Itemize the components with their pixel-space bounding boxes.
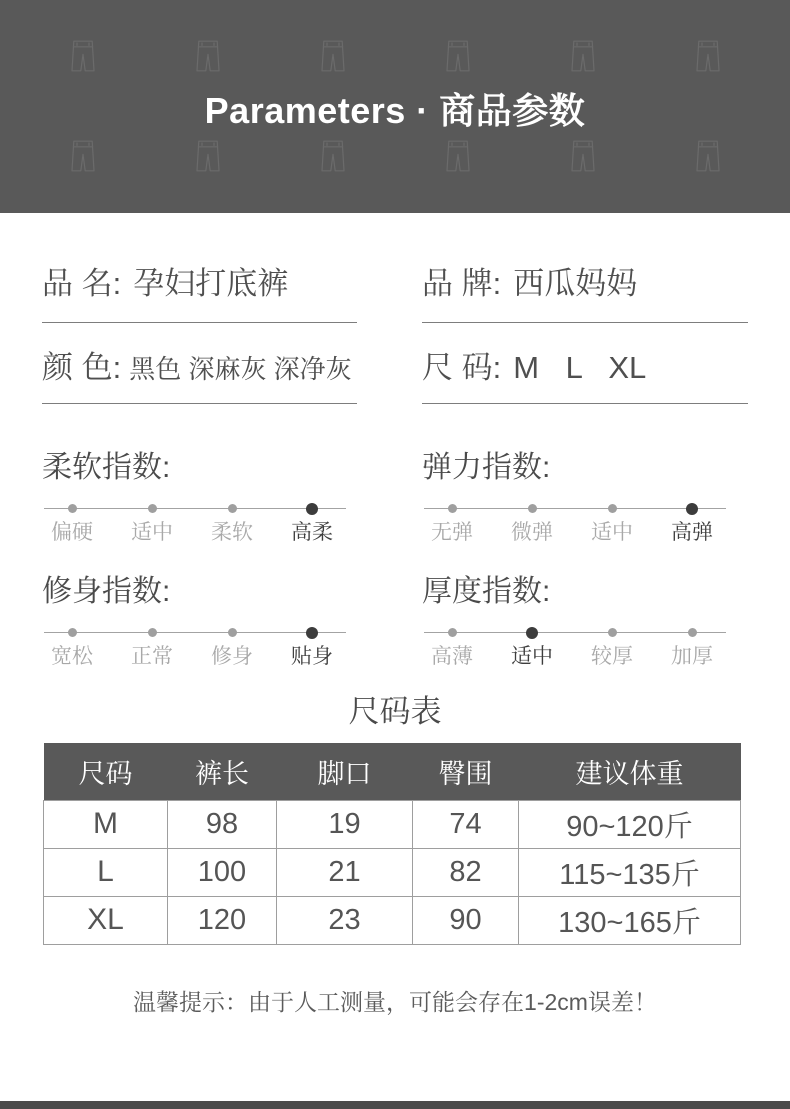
- size-table-cell: 130~165斤: [519, 896, 741, 944]
- scale-tick-label: 偏硬: [51, 521, 93, 544]
- scale-dot-active: [526, 627, 538, 639]
- info-value: M L XL: [513, 350, 647, 385]
- index-title: 弹力指数:: [422, 451, 551, 484]
- size-table-cell: 90: [413, 896, 519, 944]
- scale-dot: [448, 504, 457, 513]
- size-table-cell: 120: [168, 896, 277, 944]
- scale-dot-active: [306, 627, 318, 639]
- info-label: 品 名:: [42, 266, 122, 301]
- size-table-row: [44, 800, 741, 848]
- index-title: 柔软指数:: [42, 451, 171, 484]
- size-table-row: [44, 848, 741, 896]
- size-table-cell: XL: [44, 896, 168, 944]
- pants-icon: [446, 140, 470, 173]
- scale-tick-label: 贴身: [291, 645, 333, 668]
- scale-tick-label: 加厚: [671, 645, 713, 668]
- info-label: 品 牌:: [422, 266, 502, 301]
- scale-tick-label: 微弹: [511, 521, 553, 544]
- pants-icon: [321, 140, 345, 173]
- scale-tick-label: 较厚: [591, 645, 633, 668]
- size-table-title: 尺码表: [348, 694, 442, 729]
- info-label: 尺 码:: [422, 350, 502, 385]
- size-table-header: 脚口: [277, 743, 413, 800]
- pants-icon: [71, 140, 95, 173]
- scale-tick-label: 宽松: [51, 645, 93, 668]
- info-item-size: [422, 349, 748, 404]
- scale-line: [424, 508, 726, 509]
- scale-dot: [228, 628, 237, 637]
- scale-line: [44, 508, 346, 509]
- size-table-header: 臀围: [413, 743, 519, 800]
- size-table-cell: 90~120斤: [519, 800, 741, 848]
- size-table-cell: L: [44, 848, 168, 896]
- info-item-brand: [422, 263, 748, 323]
- pants-icon: [321, 40, 345, 73]
- scale-line: [424, 632, 726, 633]
- size-table-cell: 19: [277, 800, 413, 848]
- scale-dot: [148, 504, 157, 513]
- index-elasticity: [422, 404, 748, 557]
- size-table: [43, 743, 741, 945]
- elasticity-scale: [422, 487, 748, 557]
- scale-tick-label: 高柔: [291, 521, 333, 544]
- scale-tick-label: 高薄: [431, 645, 473, 668]
- size-table-header: 裤长: [168, 743, 277, 800]
- scale-dot: [448, 628, 457, 637]
- size-table-cell: 100: [168, 848, 277, 896]
- softness-scale: [42, 487, 357, 557]
- scale-dot: [68, 504, 77, 513]
- size-table-cell: 82: [413, 848, 519, 896]
- pants-icon: [71, 40, 95, 73]
- size-table-cell: 74: [413, 800, 519, 848]
- size-table-cell: 98: [168, 800, 277, 848]
- content: [0, 263, 790, 1017]
- size-table-header: 尺码: [44, 743, 168, 800]
- scale-tick-label: 柔软: [211, 521, 253, 544]
- scale-dot-active: [686, 503, 698, 515]
- info-item-color: [42, 349, 357, 404]
- page-title: Parameters · 商品参数: [204, 90, 586, 131]
- thickness-scale: [422, 611, 748, 681]
- scale-dot-active: [306, 503, 318, 515]
- info-value: 黑色 深麻灰 深净灰: [129, 354, 352, 384]
- header-banner: [0, 0, 790, 213]
- size-table-body: [44, 800, 741, 944]
- measurement-note: 温馨提示：由于人工测量，可能会存在1-2cm误差！: [133, 988, 657, 1015]
- scale-dot: [148, 628, 157, 637]
- index-thickness: [422, 557, 748, 681]
- scale-dot: [608, 628, 617, 637]
- scale-tick-label: 适中: [131, 521, 173, 544]
- index-section: [42, 404, 748, 681]
- info-value: 孕妇打底裤: [133, 266, 289, 301]
- pants-icon: [446, 40, 470, 73]
- scale-dot: [528, 504, 537, 513]
- size-table-cell: 21: [277, 848, 413, 896]
- pants-icon: [571, 140, 595, 173]
- scale-tick-label: 适中: [591, 521, 633, 544]
- product-info: [42, 263, 748, 404]
- scale-tick-label: 高弹: [671, 521, 713, 544]
- info-item-name: [42, 263, 357, 323]
- info-value: 西瓜妈妈: [513, 266, 638, 301]
- scale-dot: [688, 628, 697, 637]
- size-table-cell: M: [44, 800, 168, 848]
- pants-icon: [571, 40, 595, 73]
- size-table-row: [44, 896, 741, 944]
- size-table-header-row: [44, 743, 741, 800]
- bottom-bar: [0, 1101, 790, 1109]
- index-fit: [42, 557, 357, 681]
- index-title: 修身指数:: [42, 575, 171, 608]
- scale-tick-label: 无弹: [431, 521, 473, 544]
- pants-icon: [196, 140, 220, 173]
- pants-icon: [196, 40, 220, 73]
- scale-line: [44, 632, 346, 633]
- pants-icon: [696, 140, 720, 173]
- size-table-cell: 23: [277, 896, 413, 944]
- size-table-header: 建议体重: [519, 743, 741, 800]
- pants-icon: [696, 40, 720, 73]
- scale-dot: [608, 504, 617, 513]
- index-title: 厚度指数:: [422, 575, 551, 608]
- scale-dot: [68, 628, 77, 637]
- index-softness: [42, 404, 357, 557]
- scale-tick-label: 正常: [131, 645, 173, 668]
- scale-dot: [228, 504, 237, 513]
- fit-scale: [42, 611, 357, 681]
- scale-tick-label: 修身: [211, 645, 253, 668]
- size-table-cell: 115~135斤: [519, 848, 741, 896]
- scale-tick-label: 适中: [511, 645, 553, 668]
- info-label: 颜 色:: [42, 350, 122, 385]
